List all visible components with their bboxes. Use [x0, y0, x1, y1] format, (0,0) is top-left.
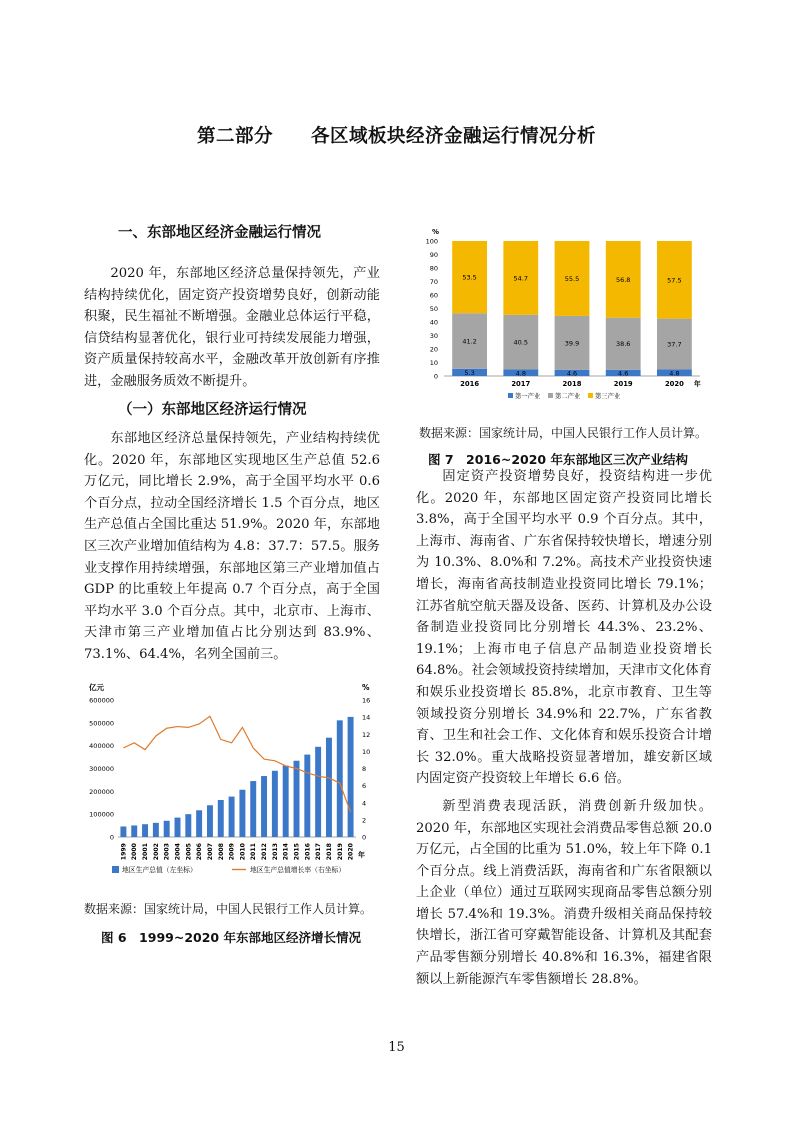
- fig6-right-tick: 16: [362, 696, 371, 705]
- fig7-data-label: 4.8: [669, 369, 680, 378]
- fig6-bar: [164, 821, 170, 837]
- fig7-data-label: 41.2: [462, 337, 477, 346]
- fig6-x-tick: 2010: [239, 843, 247, 861]
- fig6-chart: [84, 676, 380, 886]
- paragraph-economy: 东部地区经济总量保持领先，产业结构持续优化。2020 年，东部地区实现地区生产总值 52.6 万亿元，同比增长 2.9%，高于全国平均水平 0.6 个百分点，拉动全国经济增长 1.5 个百分点，地区生产总值占全国比重达 51.9%。2020 年，东部地区三次产业增加值结构为 4.8：37.7：57.5。服务业支撑作用持续增强，东部地区第三产业增加值占 GDP 的比重较上年提高 0.7 个百分点，高于全国平均水平 3.0 个百分点。其中，北京市、上海市、天津市第三产业增加值占比分别达到 83.9%、73.1%、64.4%，名列全国前三。: [84, 431, 380, 662]
- fig7-data-label: 5.3: [464, 368, 475, 377]
- page-title: [0, 122, 793, 148]
- fig7-data-label: 4.8: [515, 369, 526, 378]
- paragraph-consumption: 新型消费表现活跃，消费创新升级加快。2020 年，东部地区实现社会消费品零售总额 20.0 万亿元，占全国的比重为 51.0%，较上年下降 0.1 个百分点。线上消费活跃，海南省和广东省限额以上企业（单位）通过互联网实现商品零售总额分别增长 57.4%和 19.3%。消费升级相关商品保持较快增长，浙江省可穿戴智能设备、计算机及其配套产品零售额分别增长 40.8%和 16.3%，福建省限额以上新能源汽车零售额增长 28.8%。: [416, 798, 712, 987]
- fig6-x-tick: 2015: [293, 843, 301, 861]
- fig6-bar: [207, 805, 213, 837]
- fig6-bar: [294, 761, 300, 837]
- fig6-bar: [315, 747, 321, 837]
- fig6-right-unit: %: [362, 683, 370, 692]
- fig6-bar: [131, 825, 137, 837]
- fig7-data-label: 39.9: [564, 339, 580, 348]
- fig6-x-tick: 2003: [163, 843, 171, 861]
- para1-block: [84, 428, 380, 666]
- fig7-y-tick: 80: [429, 264, 438, 273]
- fig7-y-tick: 50: [429, 305, 438, 313]
- fig6-x-tick: 2012: [261, 843, 269, 861]
- fig7-data-label: 40.5: [513, 338, 529, 347]
- fig7-legend-swatch: [588, 393, 593, 398]
- fig6-x-tick: 2017: [315, 843, 323, 861]
- fig7-y-tick: 20: [429, 345, 438, 354]
- fig6-bar: [304, 755, 310, 837]
- fig6-bar: [250, 781, 256, 837]
- fig6-right-tick: 6: [362, 782, 367, 791]
- fig6-right-tick: 14: [362, 713, 371, 722]
- fig6-x-tick: 2013: [271, 843, 279, 861]
- fig7-x-tick: 2016: [460, 380, 480, 388]
- fig6-x-tick: 2011: [250, 843, 258, 861]
- fig7-data-label: 53.5: [462, 273, 477, 282]
- fig6-bar: [142, 824, 148, 837]
- fig6-x-tick: 2002: [152, 843, 160, 861]
- fig6-legend-swatch-gdp: [112, 866, 119, 873]
- fig7-data-label: 55.5: [564, 274, 580, 283]
- fig6-x-tick: 2005: [185, 843, 193, 861]
- fig7-x-tick: 2018: [562, 380, 582, 388]
- fig6-bar: [239, 790, 245, 837]
- fig7-y-tick: 100: [425, 237, 438, 246]
- fig7-y-tick: 70: [429, 278, 438, 286]
- fig6-bar: [272, 771, 278, 837]
- fig7-data-label: 4.6: [566, 369, 578, 378]
- fig6-x-tick: 2001: [142, 843, 150, 861]
- fig7-x-suffix: 年: [694, 380, 701, 388]
- fig6-left-tick: 200000: [89, 787, 114, 796]
- fig6-legend-gdp: 地区生产总值（左坐标）: [122, 866, 197, 874]
- fig6-right-tick: 12: [362, 730, 371, 739]
- fig7-unit: %: [432, 228, 440, 236]
- fig6-x-tick: 1999: [120, 843, 128, 861]
- fig6-bar: [185, 814, 191, 837]
- fig7-x-tick: 2017: [511, 380, 531, 388]
- fig6-x-tick: 2009: [228, 843, 236, 861]
- fig6-x-tick: 2008: [217, 843, 225, 861]
- fig7-x-tick: 2020: [664, 380, 684, 388]
- fig7-x-tick: 2019: [613, 380, 633, 388]
- fig6-bar: [348, 717, 354, 837]
- fig6-left-unit: 亿元: [89, 683, 104, 692]
- fig7-data-label: 56.8: [615, 275, 631, 284]
- fig7-data-label: 37.7: [667, 340, 682, 349]
- title-text: 各区域板块经济金融运行情况分析: [311, 126, 597, 147]
- fig7-chart: [416, 226, 712, 406]
- fig7-data-label: 54.7: [513, 274, 529, 283]
- fig6-left-tick: 500000: [89, 719, 114, 728]
- section-heading-2: （一）东部地区经济运行情况: [118, 402, 307, 418]
- fig6-legend-growth: 地区生产总值增长率（右坐标）: [250, 866, 346, 874]
- fig6-bar: [337, 720, 343, 837]
- fig7-legend-swatch: [508, 393, 513, 398]
- fig6-x-tick: 2006: [196, 843, 204, 861]
- fig7-caption: 图 7 2016~2020 年东部地区三次产业结构: [428, 452, 688, 467]
- fig6-bar: [120, 826, 126, 837]
- fig6-left-tick: 600000: [89, 696, 114, 705]
- fig6-left-tick: 0: [109, 833, 114, 842]
- fig6-x-tick: 2018: [325, 843, 333, 861]
- fig7-legend-swatch: [548, 393, 553, 398]
- fig7-legend-label: 第三产业: [595, 393, 621, 400]
- page-number: 15: [388, 1040, 405, 1055]
- section-heading-1: 一、东部地区经济金融运行情况: [118, 225, 321, 241]
- fig6-right-tick: 10: [362, 747, 371, 756]
- fig6-right-tick: 2: [362, 816, 367, 825]
- fig7-y-tick: 30: [429, 332, 438, 340]
- fig6-x-tick: 2000: [131, 843, 139, 861]
- fig7-data-label: 4.6: [618, 369, 629, 378]
- fig6-left-tick: 100000: [89, 810, 114, 819]
- intro-block: [84, 263, 380, 393]
- title-part: 第二部分: [196, 126, 273, 147]
- fig6-x-suffix: 年: [358, 851, 365, 859]
- fig6-bar: [153, 823, 159, 837]
- fig6-left-tick: 300000: [89, 765, 114, 773]
- fig7-source: 数据来源：国家统计局，中国人民银行工作人员计算。: [419, 426, 708, 440]
- fig6-x-tick: 2019: [336, 843, 344, 861]
- fig6-caption: 图 6 1999~2020 年东部地区经济增长情况: [101, 930, 361, 945]
- fig6-right-tick: 4: [362, 799, 367, 808]
- fig7-data-label: 38.6: [615, 340, 631, 349]
- fig6-bar: [326, 738, 332, 837]
- fig6-right-tick: 8: [362, 765, 367, 773]
- fig7-y-tick: 0: [433, 372, 438, 381]
- fig6-bar: [261, 776, 267, 837]
- fig6-x-tick: 2004: [174, 843, 182, 861]
- fig6-x-tick: 2016: [304, 843, 312, 861]
- fig6-bar: [196, 810, 202, 837]
- fig6-bar: [218, 800, 224, 837]
- fig7-y-tick: 60: [429, 291, 438, 300]
- fig6-right-tick: 0: [362, 833, 367, 842]
- fig7-legend-label: 第一产业: [515, 393, 541, 400]
- fig6-source: 数据来源：国家统计局，中国人民银行工作人员计算。: [84, 902, 373, 916]
- fig7-legend-label: 第二产业: [555, 393, 581, 400]
- fig7-y-tick: 10: [429, 359, 438, 367]
- fig6-x-tick: 2014: [282, 843, 290, 861]
- fig6-x-tick: 2020: [347, 843, 355, 861]
- paragraph-investment: 固定资产投资增势良好，投资结构进一步优化。2020 年，东部地区固定资产投资同比增长 3.8%，高于全国平均水平 0.9 个百分点。其中，上海市、海南省、广东省保持较快增长，增速分别为 10.3%、8.0%和 7.2%。高技术产业投资快速增长，海南省高技制造业投资同比增长 79.1%；江苏省航空航天器及设备、医药、计算机及办公设备制造业投资同比分别增长 44.3%、23.2%、19.1%；上海市电子信息产品制造业投资增长 64.8%。社会领域投资持续增加，天津市文化体育和娱乐业投资增长 85.8%，北京市教育、卫生等领域投资分别增长 34.9%和 22.7%，广东省教育、卫生和社会工作、文化体育和娱乐投资合计增长 32.0%。重大战略投资显著增加，雄安新区域内固定资产投资较上年增长 6.6 倍。: [416, 469, 712, 787]
- fig6-bar: [175, 818, 181, 837]
- fig7-y-tick: 40: [429, 318, 438, 327]
- fig6-left-tick: 400000: [89, 742, 114, 751]
- fig6-x-tick: 2007: [206, 843, 214, 861]
- fig6-bar: [283, 766, 289, 837]
- fig7-y-tick: 90: [429, 251, 438, 259]
- para2-block: [416, 466, 712, 990]
- fig6-bar: [229, 797, 235, 837]
- intro-paragraph: 2020 年，东部地区经济总量保持领先，产业结构持续优化，固定资产投资增势良好，创新动能积聚，民生福祉不断增强。金融业总体运行平稳，信贷结构显著优化，银行业可持续发展能力增强，资产质量保持较高水平，金融改革开放创新有序推进，金融服务质效不断提升。: [84, 266, 380, 389]
- fig7-data-label: 57.5: [667, 276, 682, 285]
